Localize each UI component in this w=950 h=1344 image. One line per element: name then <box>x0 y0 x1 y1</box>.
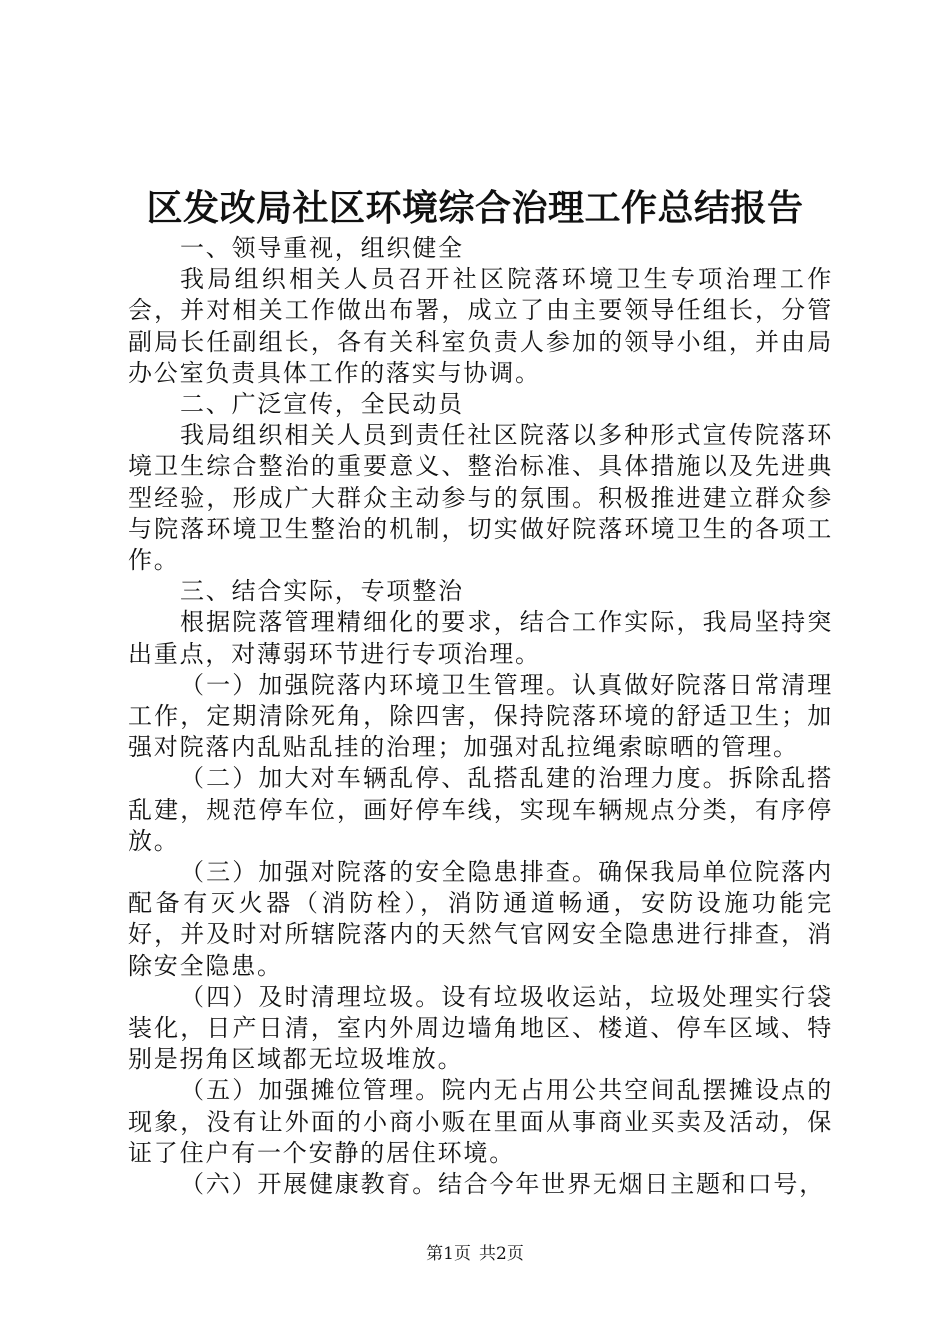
paragraph: 我局组织相关人员到责任社区院落以多种形式宣传院落环境卫生综合整治的重要意义、整治标准、具体措施以及先进典型经验，形成广大群众主动参与的氛围。积极推进建立群众参与院落环境卫生整治的机制，切实做好院落环境卫生的各项工作。 <box>128 421 833 575</box>
paragraph: （五）加强摊位管理。院内无占用公共空间乱摆摊设点的现象，没有让外面的小商小贩在里面从事商业买卖及活动，保证了住户有一个安静的居住环境。 <box>128 1076 833 1167</box>
paragraph: （二）加大对车辆乱停、乱搭乱建的治理力度。拆除乱搭乱建，规范停车位，画好停车线，实现车辆规点分类，有序停放。 <box>128 764 833 855</box>
paragraph: （三）加强对院落的安全隐患排查。确保我局单位院落内配备有灭火器（消防栓），消防通道畅通，安防设施功能完好，并及时对所辖院落内的天然气官网安全隐患进行排查，消除安全隐患。 <box>128 858 833 980</box>
page-number: 第1页 <box>426 1244 471 1264</box>
page-footer <box>0 1242 950 1266</box>
paragraph: 我局组织相关人员召开社区院落环境卫生专项治理工作会，并对相关工作做出布署，成立了由主要领导任组长，分管副局长任副组长，各有关科室负责人参加的领导小组，并由局办公室负责具体工作的落实与协调。 <box>128 265 833 387</box>
document-title: 区发改局社区环境综合治理工作总结报告 <box>146 187 804 229</box>
paragraph: （六）开展健康教育。结合今年世界无烟日主题和口号， <box>180 1170 825 1199</box>
paragraph: （四）及时清理垃圾。设有垃圾收运站，垃圾处理实行袋装化，日产日清，室内外周边墙角地区、楼道、停车区域、特别是拐角区域都无垃圾堆放。 <box>128 982 833 1074</box>
section-heading-3: 三、结合实际，专项整治 <box>180 577 464 606</box>
paragraph: （一）加强院落内环境卫生管理。认真做好院落日常清理工作，定期清除死角，除四害，保持院落环境的舒适卫生；加强对院落内乱贴乱挂的治理；加强对乱拉绳索晾晒的管理。 <box>128 670 833 762</box>
document-body <box>128 233 833 1200</box>
section-heading-2: 二、广泛宣传，全民动员 <box>180 390 464 419</box>
paragraph: 根据院落管理精细化的要求，结合工作实际，我局坚持突出重点，对薄弱环节进行专项治理。 <box>128 608 833 668</box>
page-total: 共2页 <box>479 1244 524 1264</box>
section-heading-1: 一、领导重视，组织健全 <box>180 234 464 262</box>
